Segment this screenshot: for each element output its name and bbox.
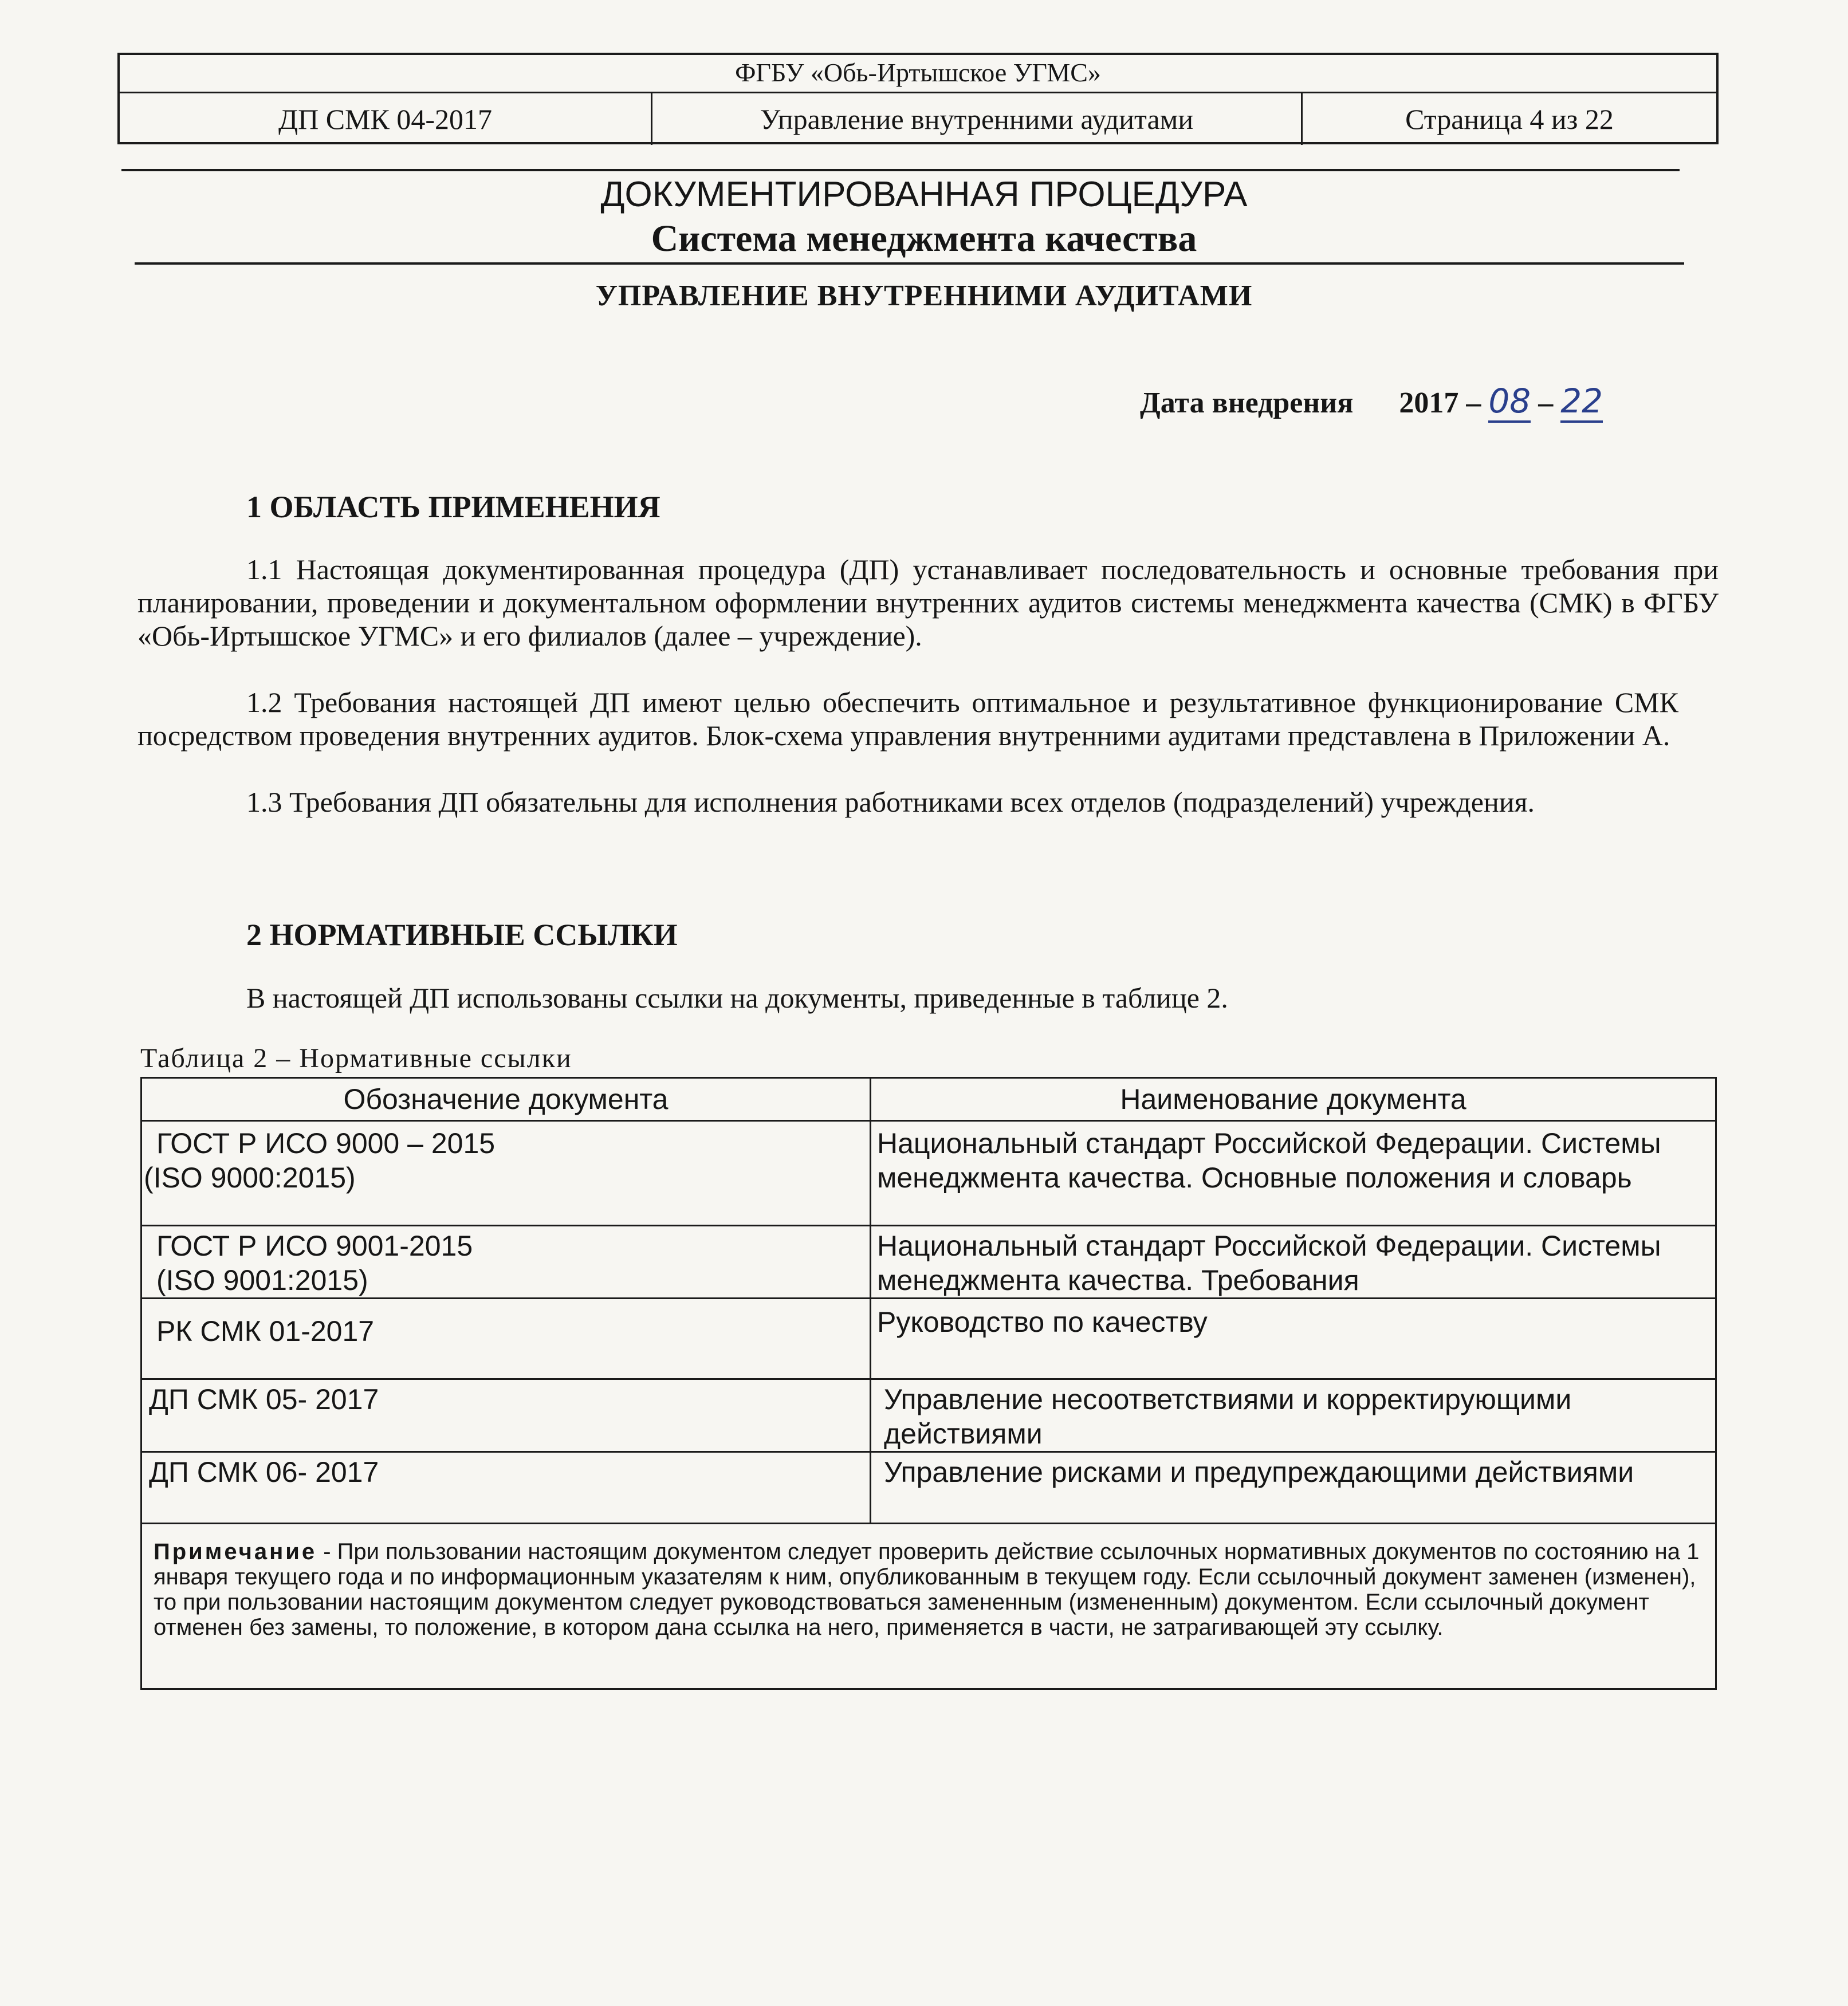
implementation-label: Дата внедрения xyxy=(1140,387,1354,419)
table-note xyxy=(141,1524,1716,1689)
doc-code-iso: (ISO 9001:2015) xyxy=(156,1264,368,1296)
doc-code-cell xyxy=(141,1452,871,1524)
table-row xyxy=(141,1452,1716,1524)
doc-title: УПРАВЛЕНИЕ ВНУТРЕННИМИ АУДИТАМИ xyxy=(595,280,1253,312)
implementation-day: 22 xyxy=(1560,381,1603,423)
doc-code-cell xyxy=(141,1299,871,1379)
doc-system: Система менеджмента качества xyxy=(651,218,1197,259)
section1-p2 xyxy=(137,686,1678,752)
table-row xyxy=(141,1299,1716,1379)
header-doc-subject: Управление внутренними аудитами xyxy=(652,93,1303,145)
section1-p2-text: 1.2 Требования настоящей ДП имеют целью обеспечить оптимальное и результативное функционирование СМК посредством проведения внутренних аудитов. Блок-схема управления внутренними аудитами представлена в Приложении А. xyxy=(137,686,1678,752)
doc-code: ГОСТ Р ИСО 9000 – 2015 xyxy=(156,1127,496,1159)
section1-p3 xyxy=(137,785,1719,819)
table-caption: Таблица 2 – Нормативные ссылки xyxy=(140,1043,572,1073)
section1-p1 xyxy=(137,553,1719,652)
note-label: Примечание xyxy=(154,1539,317,1564)
implementation-month: 08 xyxy=(1488,381,1531,423)
header-table xyxy=(117,53,1719,144)
title-rule-top xyxy=(121,169,1680,171)
note-text: - При пользовании настоящим документом следует проверить действие ссылочных нормативных документов по состоянию на 1 января текущего года и по информационным указателям к ним, опубликованным в текущем году. Если ссылочный документ заменен (изменен), то при пользовании настоящим документом следует руководствоваться замененным (измененным) документом. Если ссылочный документ отменен без замены, то положение, в котором дана ссылка на него, применяется в части, не затрагивающей эту ссылку. xyxy=(154,1539,1700,1640)
section2-intro: В настоящей ДП использованы ссылки на документы, приведенные в таблице 2. xyxy=(246,982,1228,1014)
section1-p1-text: 1.1 Настоящая документированная процедура (ДП) устанавливает последовательность и основные требования при планировании, проведении и документальном оформлении внутренних аудитов системы менеджмента качества (СМК) в ФГБУ «Обь-Иртышское УГМС» и его филиалов (далее – учреждение). xyxy=(137,553,1719,652)
implementation-date xyxy=(1140,381,1603,423)
header-page-info: Страница 4 из 22 xyxy=(1405,103,1614,135)
doc-code: ГОСТ Р ИСО 9001-2015 xyxy=(156,1230,473,1262)
doc-code-iso: (ISO 9000:2015) xyxy=(144,1162,356,1194)
section1-heading: 1 ОБЛАСТЬ ПРИМЕНЕНИЯ xyxy=(246,490,660,524)
header-doc-code: ДП СМК 04-2017 xyxy=(120,93,652,145)
header-row xyxy=(120,93,1716,145)
doc-name: Национальный стандарт Российской Федерации. Системы менеджмента качества. Требования xyxy=(871,1226,1716,1299)
table-header-row xyxy=(141,1078,1716,1121)
doc-name: Управление несоответствиями и корректирующими действиями xyxy=(871,1379,1716,1452)
table-row xyxy=(141,1379,1716,1452)
doc-code: ДП СМК 05- 2017 xyxy=(149,1383,379,1415)
doc-code-cell xyxy=(141,1121,871,1226)
implementation-year: 2017 – xyxy=(1399,387,1481,419)
doc-code: ДП СМК 06- 2017 xyxy=(149,1456,379,1488)
doc-name: Руководство по качеству xyxy=(871,1299,1716,1379)
doc-name: Национальный стандарт Российской Федерации. Системы менеджмента качества. Основные положения и словарь xyxy=(871,1121,1716,1226)
implementation-dash: – xyxy=(1538,387,1554,419)
doc-name: Управление рисками и предупреждающими действиями xyxy=(871,1452,1716,1524)
title-rule-bottom xyxy=(135,262,1684,265)
table-row xyxy=(141,1226,1716,1299)
table-note-row xyxy=(141,1524,1716,1689)
doc-code: РК СМК 01-2017 xyxy=(156,1315,375,1347)
doc-code-cell xyxy=(141,1379,871,1452)
section1-p3-text: 1.3 Требования ДП обязательны для исполнения работниками всех отделов (подразделений) учреждения. xyxy=(246,786,1535,818)
doc-type: ДОКУМЕНТИРОВАННАЯ ПРОЦЕДУРА xyxy=(600,175,1248,214)
table-row xyxy=(141,1121,1716,1226)
references-table xyxy=(140,1077,1717,1690)
doc-code-cell xyxy=(141,1226,871,1299)
section2-heading: 2 НОРМАТИВНЫЕ ССЫЛКИ xyxy=(246,918,678,952)
col-designation: Обозначение документа xyxy=(141,1078,871,1121)
col-title: Наименование документа xyxy=(871,1078,1716,1121)
header-org: ФГБУ «Обь-Иртышское УГМС» xyxy=(120,55,1716,93)
